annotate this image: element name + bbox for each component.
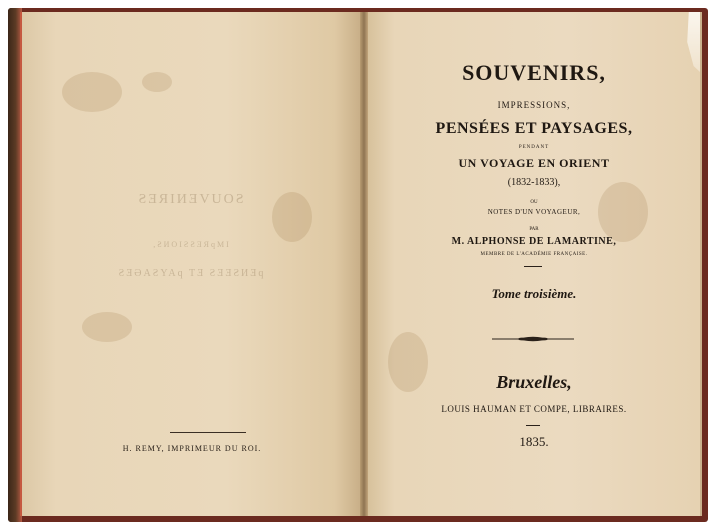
stain: [62, 72, 122, 112]
book-title: SOUVENIRS,: [462, 60, 606, 85]
subtitle-pendant: PENDANT: [518, 145, 550, 150]
separator-rule: [526, 425, 540, 426]
separator-rule: [524, 266, 542, 267]
left-page: [20, 12, 362, 516]
publisher-line: LOUIS HAUMAN ET COMPE, LIBRAIRES.: [441, 404, 627, 414]
bleed-through-text: ,ƧИOIƧƧƎЯqMI: [153, 240, 231, 249]
author-title: MEMBRE DE L'ACADÉMIE FRANÇAISE.: [480, 252, 588, 257]
separator-rule: [170, 432, 246, 433]
stain: [82, 312, 132, 342]
subtitle-pensees: PENSÉES ET PAYSAGES,: [435, 120, 633, 137]
title-page: [368, 12, 702, 516]
bleed-through-text: ƧƎӘAƧYAq TƎ ƧƎƎƧИƎq: [118, 268, 266, 279]
subtitle-voyage: UN VOYAGE EN ORIENT: [458, 156, 610, 170]
author-name: M. ALPHONSE DE LAMARTINE,: [451, 236, 617, 247]
subtitle-notes: NOTES D'UN VOYAGEUR,: [487, 208, 581, 216]
ornament-rule-icon: [492, 334, 574, 344]
volume-label: Tome troisième.: [491, 286, 577, 301]
bleed-through-text: ƧƎЯIИƎVUOƧ: [138, 192, 246, 207]
subtitle-impressions: IMPRESSIONS,: [497, 100, 571, 110]
subtitle-ou: OU: [530, 200, 538, 205]
subtitle-dates: (1832-1833),: [507, 177, 561, 188]
printer-line: H. REMY, IMPRIMEUR DU ROI.: [122, 444, 262, 453]
publication-year: 1835.: [519, 434, 549, 449]
stain: [142, 72, 172, 92]
by-line: PAR: [529, 227, 539, 232]
open-book: [8, 8, 708, 522]
publication-city: Bruxelles,: [496, 372, 572, 392]
book-gutter: [360, 12, 368, 516]
